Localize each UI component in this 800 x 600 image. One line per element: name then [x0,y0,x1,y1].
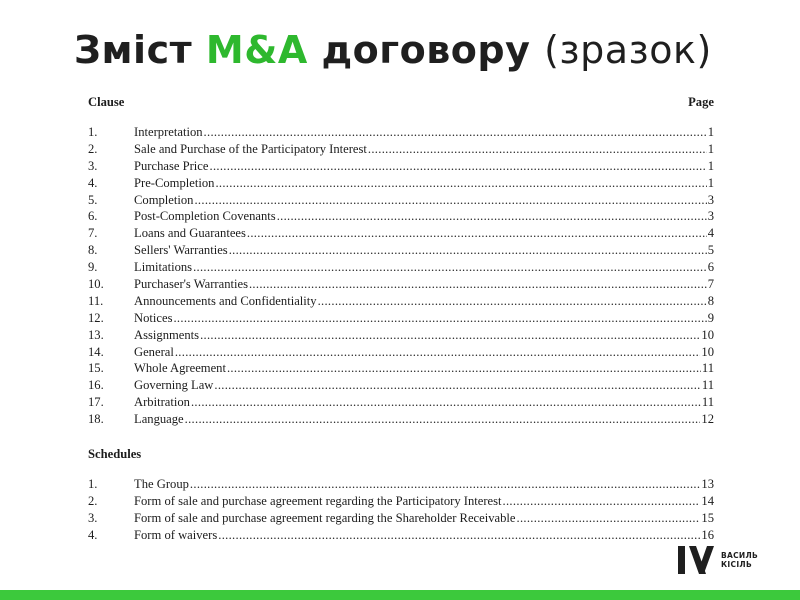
entry-title: Assignments [134,327,200,342]
dot-leader [215,175,706,192]
logo-text-line2: КІСІЛЬ [721,560,752,569]
entry-page-number: 14 [701,493,714,508]
logo-text-line1: ВАСИЛЬ [721,551,759,560]
entry-number: 14. [88,344,104,359]
dot-leader [214,377,700,394]
entry-page-number: 3 [707,192,714,207]
entry-number: 11. [88,293,104,308]
clause-row [88,327,714,344]
entry-number: 7. [88,226,98,241]
entry-page-number: 16 [701,527,714,542]
entry-number: 16. [88,378,104,393]
dot-leader [247,225,707,242]
entry-number: 13. [88,327,104,342]
entry-page-number: 7 [707,277,714,292]
clause-row [88,192,714,209]
entry-title: Whole Agreement [134,361,226,376]
entry-title: Announcements and Confidentiality [134,293,317,308]
title-part-ma: M&A [205,28,308,72]
dot-leader [503,493,701,510]
title-part-agreement: договору [307,28,545,72]
clause-row [88,411,714,428]
entry-number: 12. [88,310,104,325]
schedules-block [88,446,714,544]
title-part-sample: (зразок) [544,28,712,72]
clause-row [88,293,714,310]
entry-title: Governing Law [134,378,214,393]
clause-row [88,208,714,225]
clauses-list [88,124,714,428]
entry-title: Sale and Purchase of the Participatory Interest [134,141,367,156]
schedule-row [88,527,714,544]
toc-header-page: Page [688,95,714,109]
clause-row [88,175,714,192]
entry-number: 10. [88,277,104,292]
entry-number: 8. [88,243,98,258]
entry-number: 6. [88,209,98,224]
dot-leader [173,310,706,327]
clause-row [88,242,714,259]
entry-page-number: 8 [707,293,714,308]
entry-title: Notices [134,310,173,325]
dot-leader [193,259,707,276]
logo-text [721,551,758,569]
entry-number: 17. [88,395,104,410]
entry-page-number: 10 [701,344,714,359]
clause-row [88,394,714,411]
entry-title: Language [134,412,184,427]
entry-page-number: 1 [707,141,714,156]
dot-leader [185,411,701,428]
clause-row [88,360,714,377]
entry-title: Form of sale and purchase agreement regarding the Participatory Interest [134,493,502,508]
entry-number: 3. [88,158,98,173]
entry-title: Loans and Guarantees [134,226,246,241]
dot-leader [191,394,701,411]
entry-title: Post-Completion Covenants [134,209,276,224]
schedule-row [88,510,714,527]
entry-page-number: 1 [707,158,714,173]
entry-page-number: 9 [707,310,714,325]
dot-leader [318,293,707,310]
entry-page-number: 13 [701,477,714,492]
entry-page-number: 11 [701,361,714,376]
entry-title: Purchase Price [134,158,209,173]
entry-number: 1. [88,125,98,139]
dot-leader [190,476,700,493]
entry-page-number: 1 [707,175,714,190]
entry-title: Arbitration [134,395,190,410]
entry-title: Limitations [134,260,193,275]
dot-leader [175,344,701,361]
bottom-accent-bar [0,590,800,600]
entry-page-number: 11 [701,378,714,393]
schedules-list [88,476,714,544]
entry-number: 18. [88,412,104,427]
entry-title: Interpretation [134,125,203,139]
dot-leader [229,242,707,259]
clause-row [88,158,714,175]
clause-row [88,225,714,242]
entry-page-number: 15 [701,510,714,525]
dot-leader [517,510,701,527]
entry-number: 2. [88,493,98,508]
dot-leader [218,527,700,544]
dot-leader [277,208,707,225]
schedule-row [88,476,714,493]
entry-number: 3. [88,510,98,525]
entry-page-number: 3 [707,209,714,224]
clause-row [88,141,714,158]
dot-leader [194,192,706,209]
clause-row [88,377,714,394]
entry-page-number: 12 [701,412,714,427]
entry-title: General [134,344,174,359]
entry-number: 15. [88,361,104,376]
clause-row [88,310,714,327]
entry-page-number: 6 [707,260,714,275]
entry-page-number: 4 [707,226,714,241]
slide-title [74,30,712,72]
dot-leader [210,158,707,175]
dot-leader [204,124,707,141]
clause-row [88,276,714,293]
dot-leader [200,327,700,344]
dot-leader [368,141,707,158]
entry-number: 5. [88,192,98,207]
clause-row [88,124,714,141]
entry-number: 4. [88,175,98,190]
clause-row [88,259,714,276]
entry-title: Form of sale and purchase agreement regarding the Shareholder Receivable [134,510,516,525]
schedule-row [88,493,714,510]
clause-row [88,344,714,361]
entry-page-number: 11 [701,395,714,410]
entry-title: Purchaser's Warranties [134,277,248,292]
entry-number: 9. [88,260,98,275]
entry-number: 4. [88,527,98,542]
schedules-header: Schedules [88,447,142,462]
entry-page-number: 1 [707,125,714,139]
entry-title: The Group [134,477,189,492]
entry-page-number: 5 [707,243,714,258]
logo [676,544,758,576]
toc-header [88,94,714,110]
dot-leader [227,360,701,377]
vk-logo-icon [676,544,716,576]
table-of-contents [88,94,714,544]
toc-header-clause: Clause [88,95,125,109]
title-part-contents: Зміст [74,28,206,72]
entry-page-number: 10 [701,327,714,342]
entry-title: Pre-Completion [134,175,215,190]
entry-title: Form of waivers [134,527,218,542]
entry-number: 2. [88,141,98,156]
entry-title: Sellers' Warranties [134,243,228,258]
dot-leader [249,276,707,293]
entry-number: 1. [88,477,98,492]
entry-title: Completion [134,192,194,207]
